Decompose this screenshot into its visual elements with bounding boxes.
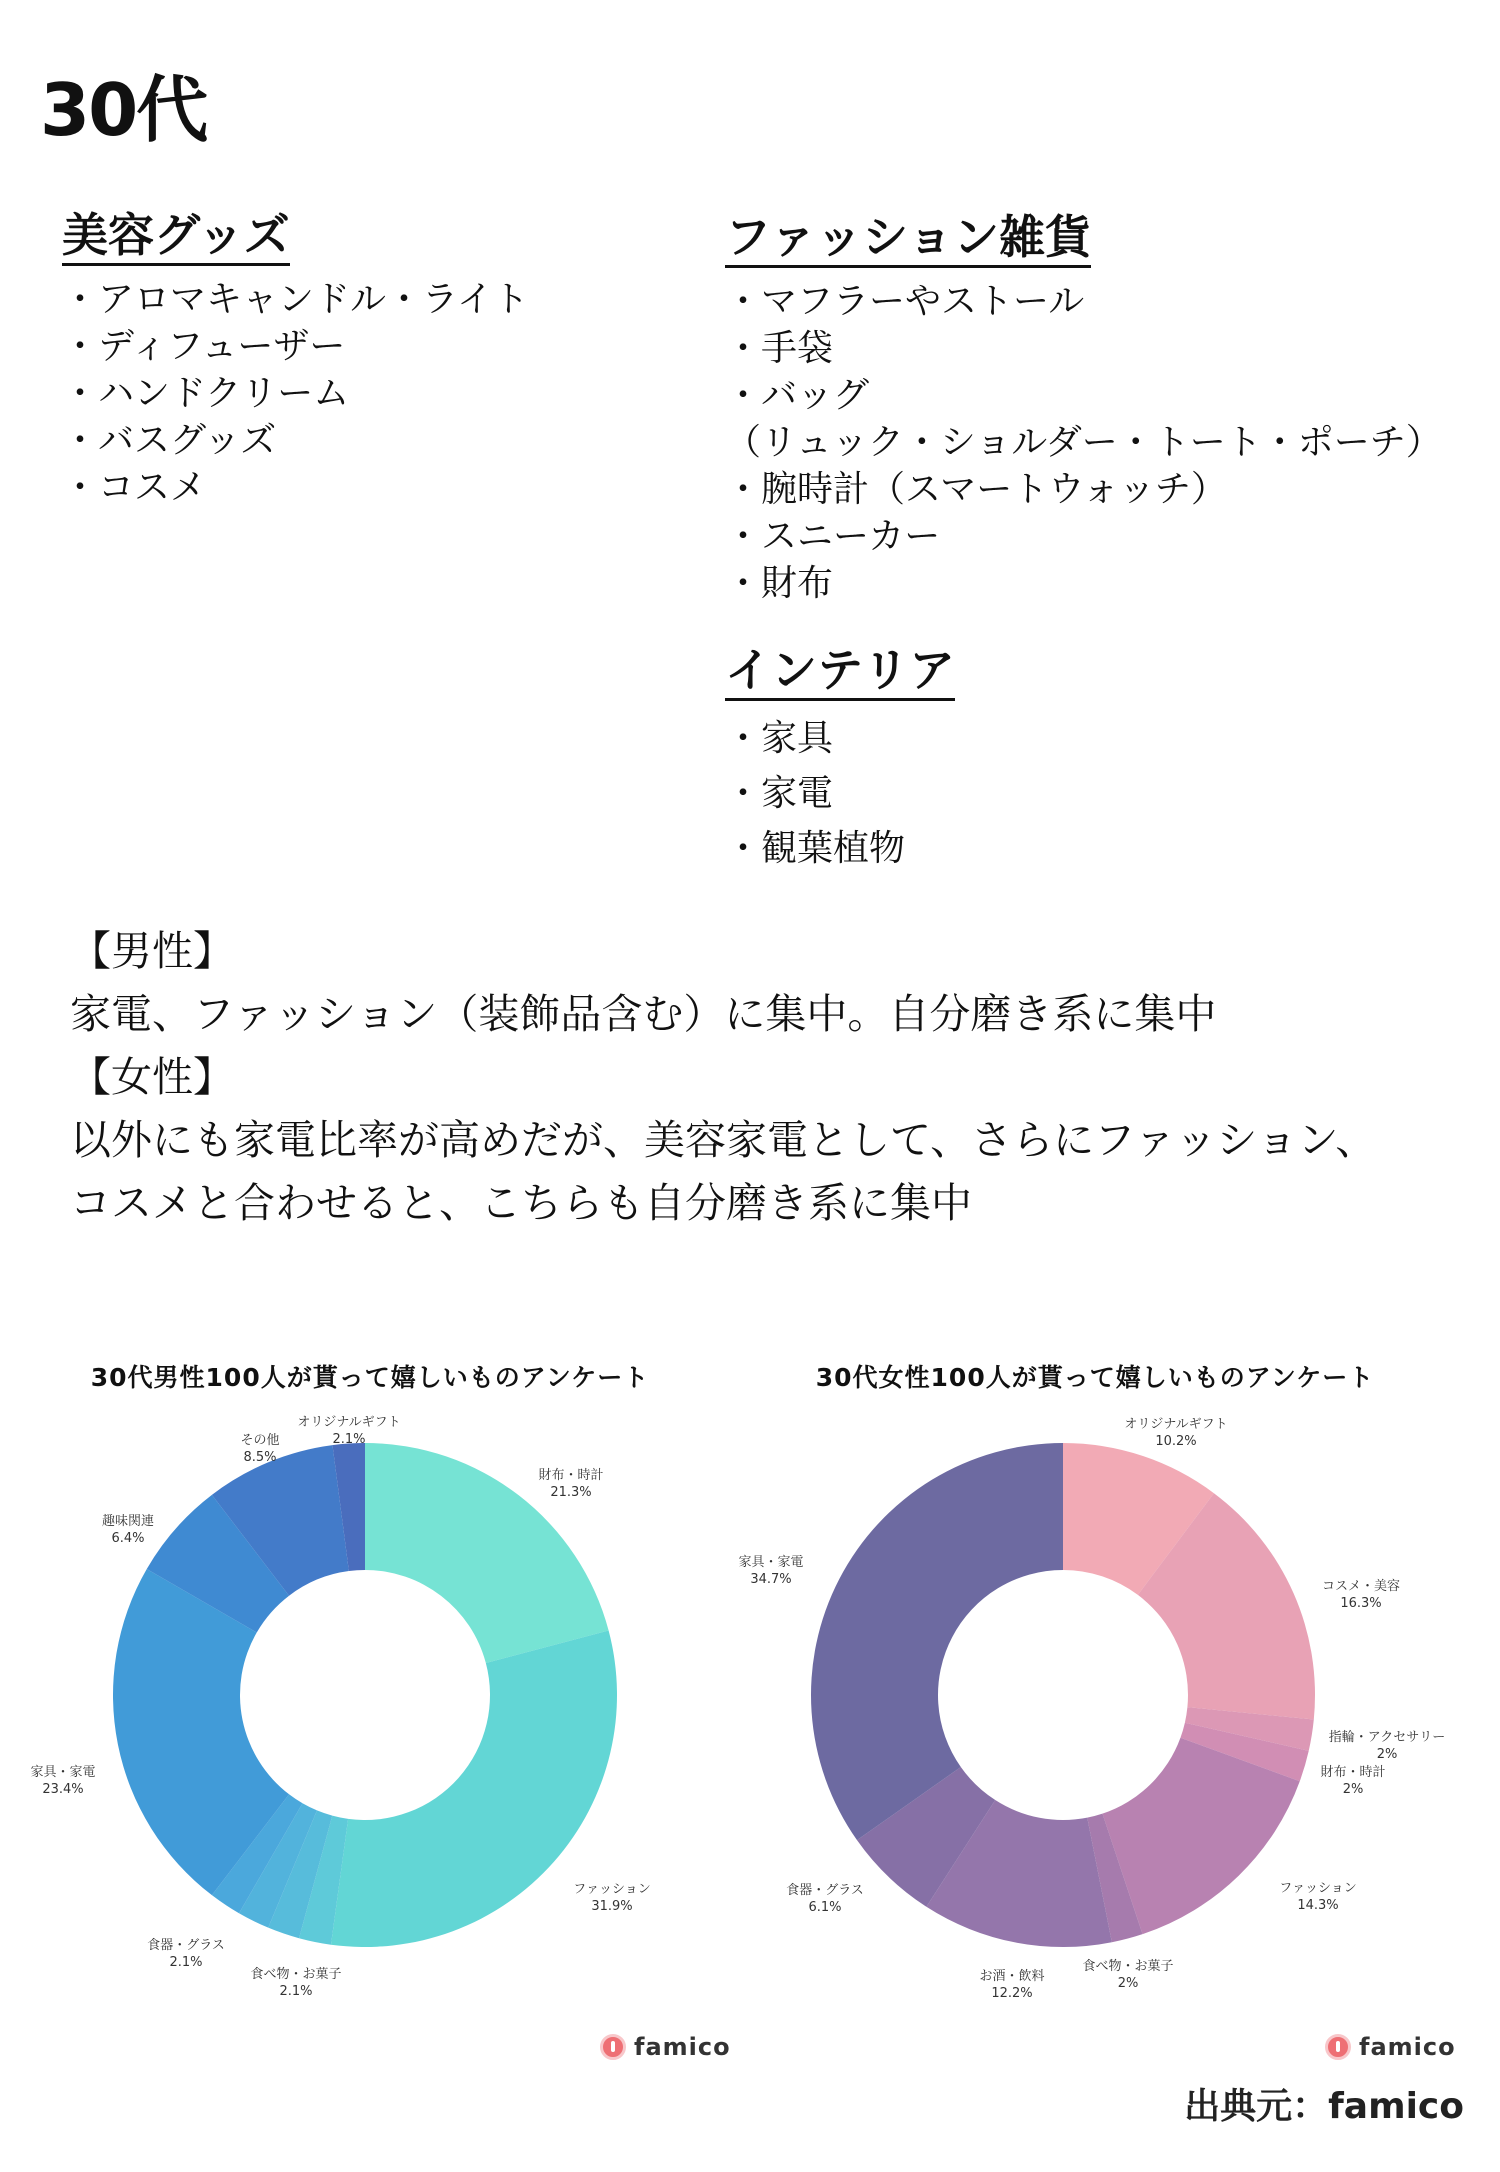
logo-text: famico	[634, 2033, 731, 2061]
female-text-2: コスメと合わせると、こちらも自分磨き系に集中	[70, 1179, 972, 1227]
list-item: ・コスメ	[62, 466, 207, 508]
slice-value-label: 2%	[1376, 1747, 1398, 1762]
slice-label: 食べ物・お菓子	[1082, 1959, 1174, 1974]
list-item: ・腕時計（スマートウォッチ）	[725, 468, 1227, 510]
slice-label: オリジナルギフト	[297, 1415, 401, 1430]
list-item: ・財布	[725, 562, 834, 604]
item-list	[62, 276, 529, 511]
slice-value-label: 10.2%	[1155, 1434, 1197, 1449]
list-item: ・手袋	[725, 327, 834, 369]
slice-label: オリジナルギフト	[1124, 1417, 1228, 1432]
slice-label: コスメ・美容	[1321, 1579, 1401, 1594]
slice-value-label: 23.4%	[42, 1782, 84, 1797]
slice-label: ファッション	[573, 1882, 651, 1897]
slice-value-label: 2.1%	[279, 1984, 313, 1999]
list-item: ・スニーカー	[725, 515, 941, 557]
slice-value-label: 6.4%	[111, 1531, 145, 1546]
slice-label: ファッション	[1279, 1881, 1357, 1896]
section-heading: ファッション雑貨	[725, 212, 1091, 268]
slice-value-label: 16.3%	[1340, 1596, 1382, 1611]
slice-label: 食器・グラス	[786, 1883, 864, 1898]
list-item: ・ハンドクリーム	[62, 372, 350, 414]
slice-label: 食器・グラス	[147, 1938, 225, 1953]
item-list	[725, 711, 955, 876]
male-label: 【男性】	[70, 927, 234, 975]
slice-label: お酒・飲料	[979, 1969, 1045, 1984]
slice-value-label: 8.5%	[243, 1450, 277, 1465]
donut-chart-women	[738, 1358, 1465, 2028]
logo-text: famico	[1359, 2033, 1456, 2061]
female-text-1: 以外にも家電比率が高めだが、美容家電として、さらにファッション、	[70, 1116, 1377, 1164]
slice-label: 財布・時計	[1320, 1765, 1386, 1780]
slice-value-label: 2.1%	[332, 1432, 366, 1447]
source-credit: 出典元：famico	[1184, 2086, 1464, 2127]
list-item: ・バスグッズ	[62, 419, 277, 461]
list-item: ・家具	[725, 717, 834, 759]
list-item: ・マフラーやストール	[725, 280, 1085, 322]
chart-women	[738, 1358, 1465, 2061]
donut-slice	[331, 1631, 617, 1947]
male-text: 家電、ファッション（装飾品含む）に集中。自分磨き系に集中	[70, 990, 1217, 1038]
female-label: 【女性】	[70, 1053, 234, 1101]
donut-chart-men	[20, 1358, 740, 2028]
list-item: （リュック・ショルダー・トート・ポーチ）	[725, 421, 1442, 463]
slice-value-label: 2%	[1342, 1782, 1364, 1797]
section-beauty-goods	[62, 210, 529, 511]
section-heading: インテリア	[725, 645, 955, 701]
slice-value-label: 2%	[1117, 1976, 1139, 1991]
famico-logo	[600, 2033, 731, 2061]
section-interior	[725, 645, 955, 876]
slice-value-label: 6.1%	[808, 1900, 842, 1915]
slice-value-label: 12.2%	[991, 1986, 1033, 2001]
slice-value-label: 2.1%	[169, 1955, 203, 1970]
slice-label: 趣味関連	[101, 1514, 155, 1529]
list-item: ・ディフューザー	[62, 325, 346, 367]
list-item: ・家電	[725, 772, 834, 814]
section-fashion-goods	[725, 212, 1442, 607]
item-list	[725, 278, 1442, 607]
chart-men	[20, 1358, 740, 2061]
list-item: ・観葉植物	[725, 827, 906, 869]
slice-label: 食べ物・お菓子	[250, 1967, 342, 1982]
slice-label: 家具・家電	[30, 1765, 96, 1780]
slice-label: 指輪・アクセサリー	[1328, 1730, 1446, 1745]
famico-logo	[1325, 2033, 1456, 2061]
chart-title: 30代男性100人が貰って嬉しいものアンケート	[90, 1363, 650, 1392]
slice-value-label: 34.7%	[750, 1572, 792, 1587]
slice-label: 財布・時計	[538, 1468, 604, 1483]
list-item: ・バッグ	[725, 374, 870, 416]
slice-label: その他	[240, 1433, 280, 1448]
chart-title: 30代女性100人が貰って嬉しいものアンケート	[815, 1363, 1375, 1392]
slice-label: 家具・家電	[738, 1555, 804, 1570]
famico-logo-icon	[1325, 2034, 1351, 2060]
list-item: ・アロマキャンドル・ライト	[62, 278, 529, 320]
page-title: 30代	[40, 68, 207, 152]
slice-value-label: 14.3%	[1297, 1898, 1339, 1913]
section-heading: 美容グッズ	[62, 210, 290, 266]
donut-slice	[811, 1443, 1063, 1840]
slice-value-label: 31.9%	[591, 1899, 633, 1914]
summary-notes	[70, 920, 1376, 1235]
slice-value-label: 21.3%	[550, 1485, 592, 1500]
famico-logo-icon	[600, 2034, 626, 2060]
